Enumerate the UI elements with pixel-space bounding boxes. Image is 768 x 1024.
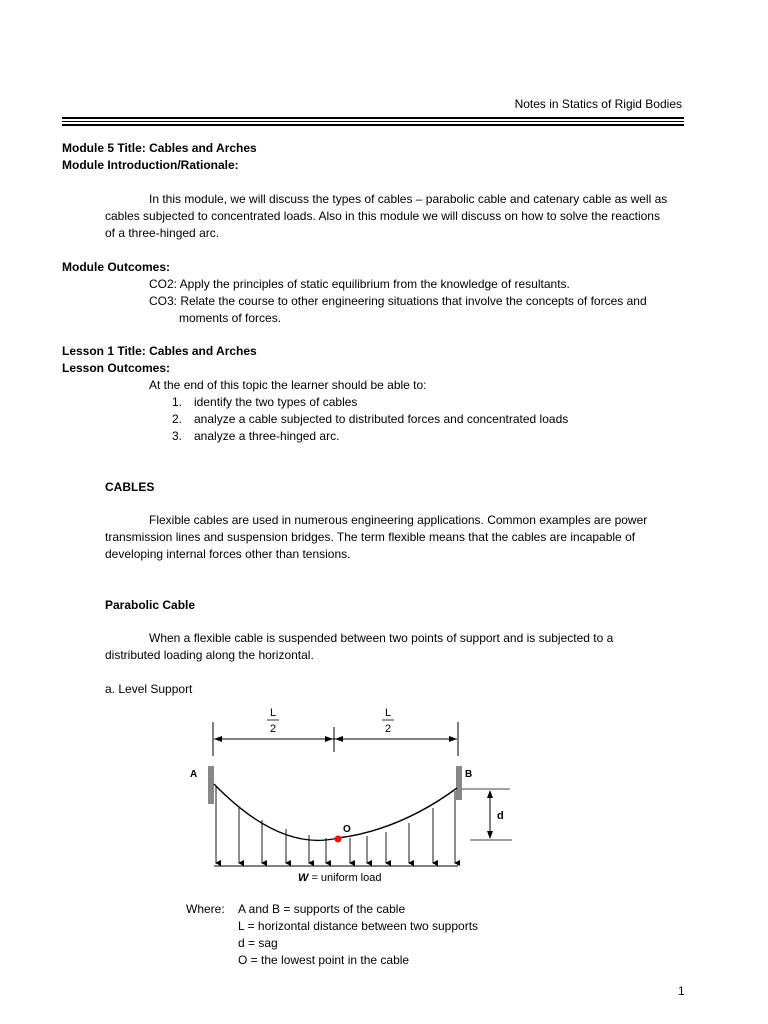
module-intro-heading: Module Introduction/Rationale:	[62, 158, 239, 172]
module-outcome-co2: CO2: Apply the principles of static equilibrium from the knowledge of resultants.	[149, 277, 570, 291]
parabolic-line-2: distributed loading along the horizontal.	[105, 648, 314, 662]
module-outcomes-heading: Module Outcomes:	[62, 260, 171, 274]
cable-curve	[214, 784, 457, 840]
half-span-label-right-denominator: 2	[384, 723, 392, 735]
lowest-point-marker	[335, 836, 342, 843]
cables-heading: CABLES	[105, 480, 155, 494]
lesson-outcomes-heading: Lesson Outcomes:	[62, 361, 171, 375]
lesson-outcomes-lead: At the end of this topic the learner should be able to:	[149, 378, 427, 392]
support-a-label: A	[190, 769, 198, 780]
module-intro-line-1: In this module, we will discuss the types of cables – parabolic cable and catenary cable as well as	[149, 192, 668, 206]
module-outcome-co3-line-2: moments of forces.	[179, 311, 282, 325]
support-a	[208, 766, 214, 804]
module-intro-line-2: cables subjected to concentrated loads. Also in this module we will discuss on how to solve the reactions	[105, 209, 660, 223]
where-line: A and B = supports of the cable	[238, 902, 406, 916]
where-line: L = horizontal distance between two supports	[238, 919, 479, 933]
sag-label: d	[497, 810, 504, 822]
sag-dimension	[462, 789, 512, 840]
cables-line-2: transmission lines and suspension bridges. The term flexible means that the cables are incapable of	[105, 530, 636, 544]
list-item-number: 2.	[172, 412, 183, 426]
where-line: O = the lowest point in the cable	[238, 953, 410, 967]
half-span-label-left-numerator: L	[269, 707, 277, 719]
support-b	[456, 766, 462, 800]
lesson-title: Lesson 1 Title: Cables and Arches	[62, 344, 257, 358]
span-dimension	[213, 722, 458, 756]
parabolic-heading: Parabolic Cable	[105, 598, 196, 612]
module-title: Module 5 Title: Cables and Arches	[62, 141, 257, 155]
lowest-point-label: O	[343, 824, 351, 835]
list-item: analyze a three-hinged arc.	[194, 429, 340, 443]
where-line: d = sag	[238, 936, 278, 950]
load-label	[298, 872, 381, 884]
module-outcome-co3-line-1: CO3: Relate the course to other engineering situations that involve the concepts of forces and	[149, 294, 647, 308]
page-number: 1	[678, 984, 685, 998]
support-b-label: B	[465, 769, 473, 780]
half-span-label-left-denominator: 2	[269, 723, 277, 735]
where-label: Where:	[186, 902, 225, 916]
running-title: Notes in Statics of Rigid Bodies	[514, 97, 682, 111]
parabolic-line-1: When a flexible cable is suspended between two points of support and is subjected to a	[149, 631, 614, 645]
module-intro-line-3: of a three-hinged arc.	[105, 226, 220, 240]
cables-line-1: Flexible cables are used in numerous engineering applications. Common examples are power	[149, 513, 648, 527]
list-item-number: 1.	[172, 395, 183, 409]
load-symbol: W	[298, 872, 309, 884]
cables-line-3: developing internal forces other than tensions.	[105, 547, 351, 561]
load-text: = uniform load	[308, 872, 382, 884]
list-item-number: 3.	[172, 429, 183, 443]
list-item: analyze a cable subjected to distributed forces and concentrated loads	[194, 412, 569, 426]
half-span-label-right-numerator: L	[384, 707, 392, 719]
uniform-load-arrows	[216, 787, 455, 863]
list-item: identify the two types of cables	[194, 395, 358, 409]
level-support-subheading: a. Level Support	[105, 682, 193, 696]
